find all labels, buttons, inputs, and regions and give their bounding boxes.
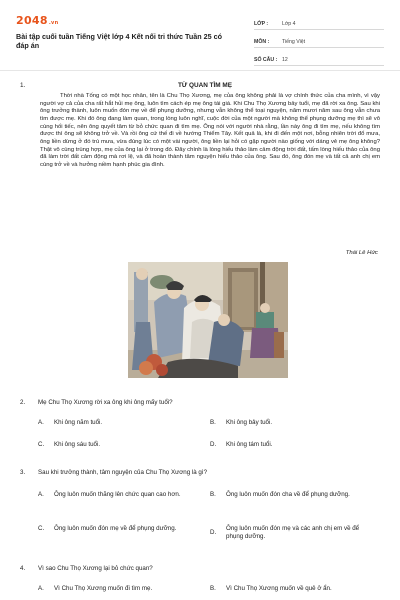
option-letter: B. xyxy=(210,585,216,592)
option-letter: D. xyxy=(210,441,217,448)
option-text: Vì Chu Thọ Xương muốn về quê ở ẩn. xyxy=(226,585,332,592)
story-illustration xyxy=(128,262,288,378)
option-letter: A. xyxy=(38,419,44,426)
page-header xyxy=(16,10,384,68)
question-number: 2. xyxy=(20,399,26,406)
answer-option[interactable] xyxy=(210,491,362,499)
question-number: 1. xyxy=(20,82,26,89)
answer-option[interactable] xyxy=(210,585,362,593)
meta-key: MÔN : xyxy=(254,39,270,45)
meta-value: Lớp 4 xyxy=(282,21,296,27)
document-title: Bài tập cuối tuần Tiếng Việt lớp 4 Kết nối tri thức Tuần 25 có đáp án xyxy=(16,32,223,50)
meta-row-subject xyxy=(254,34,384,48)
option-letter: B. xyxy=(210,419,216,426)
option-letter: C. xyxy=(38,525,45,532)
meta-row-class xyxy=(254,16,384,30)
option-text: Khi ông năm tuổi. xyxy=(54,419,103,426)
header-divider xyxy=(0,70,400,71)
meta-row-count xyxy=(254,52,384,66)
story-title: TỪ QUAN TÌM MẸ xyxy=(178,82,232,89)
meta-value: Tiếng Việt xyxy=(282,39,306,45)
document-meta xyxy=(254,16,384,70)
question-number: 3. xyxy=(20,469,26,476)
meta-value: 12 xyxy=(282,57,288,63)
logo-text: 2048 xyxy=(16,14,48,27)
question-text: Mẹ Chu Thọ Xương rời xa ông khi ông mấy tuổi? xyxy=(38,399,173,406)
option-text: Ông luôn muốn thăng lên chức quan cao hơn. xyxy=(54,491,181,498)
answer-option[interactable] xyxy=(210,525,362,541)
answer-option[interactable] xyxy=(210,419,356,427)
answer-option[interactable] xyxy=(38,441,184,449)
option-text: Ông luôn muốn đón mẹ về để phụng dưỡng. xyxy=(54,525,177,532)
option-text: Ông luôn muốn đón cha về để phụng dưỡng. xyxy=(226,491,350,498)
meta-key: LỚP : xyxy=(254,21,269,27)
answer-option[interactable] xyxy=(38,419,184,427)
option-letter: D. xyxy=(210,529,217,537)
logo-suffix: .vn xyxy=(48,20,59,26)
option-letter: C. xyxy=(38,441,45,448)
question-number: 4. xyxy=(20,565,26,572)
answer-option[interactable] xyxy=(38,585,184,593)
option-text: Khi ông tám tuổi. xyxy=(226,441,273,448)
option-text: Khi ông sáu tuổi. xyxy=(54,441,101,448)
question-text: Sau khi trưởng thành, tâm nguyện của Chu Thọ Xương là gì? xyxy=(38,469,208,476)
answer-option[interactable] xyxy=(38,491,184,499)
option-text: Vì Chu Thọ Xương muốn đi tìm mẹ. xyxy=(54,585,153,592)
option-text: Khi ông bảy tuổi. xyxy=(226,419,273,426)
site-logo[interactable] xyxy=(16,14,58,27)
story-text: Thời nhà Tống có một học nhân, tên là Chu Thọ Xương, mẹ của ông không phải là vợ chính thức của cha mình, vì vậy người vợ cả của cha rất hắt hủi mẹ ông, luôn tìm cách ép mẹ ông tái giá. Khi Chu Thọ Xương bảy tuổi, mẹ đã rời xa ông. Sau khi ông trưởng thành, luôn muốn đón mẹ về để phụng dưỡng, nhưng vẫn không thể toại nguyện, năm mươi năm sau ông vẫn chưa tìm được mẹ. Khi đó ông đang làm quan, trong lòng luôn nghĩ, cuộc đời của một người mà không thể phụng dưỡng mẹ thì sẽ vô cùng hối tiếc, nên ông quyết tâm từ bỏ chức quan đi tìm mẹ. Ông nói với người nhà rằng, lần này ông đi tìm mẹ, nếu không tìm được thì ông sẽ không trở về. Và rồi ông cứ thế đi về hướng Thiểm Tây. Kết quả là, khi đi đến một nơi, bỗng nhiên trời đổ mưa, ông liền dừng ở đó trú mưa, vừa đúng lúc có một vài người, ông liền lại hỏi có gặp người nào giống với dáng vẻ mẹ ông không? Thật vô cùng trùng hợp, mẹ của ông lại ở trong đó. Đây chính là lòng hiếu thảo làm cảm động trời đất, tấm lòng hiếu thảo của ông đã làm trời đất cảm động mà rơi lệ, và đã hoàn thành tâm nguyện hiếu thảo của ông. Sau đó, ông đón mẹ và tất cả anh chị em cùng trở về và hưởng niềm hạnh phúc gia đình. xyxy=(40,93,380,169)
option-letter: B. xyxy=(210,491,216,498)
option-letter: A. xyxy=(38,585,44,592)
answer-option[interactable] xyxy=(38,525,184,533)
meta-key: SỐ CÂU : xyxy=(254,57,278,63)
option-letter: A. xyxy=(38,491,44,498)
option-text: Ông luôn muốn đón mẹ và các anh chị em về để phụng dưỡng. xyxy=(226,525,360,541)
story-author: Thái Lê Hức xyxy=(345,250,378,256)
answer-option[interactable] xyxy=(210,441,356,449)
question-text: Vì sao Chu Thọ Xương lại bỏ chức quan? xyxy=(38,565,153,572)
